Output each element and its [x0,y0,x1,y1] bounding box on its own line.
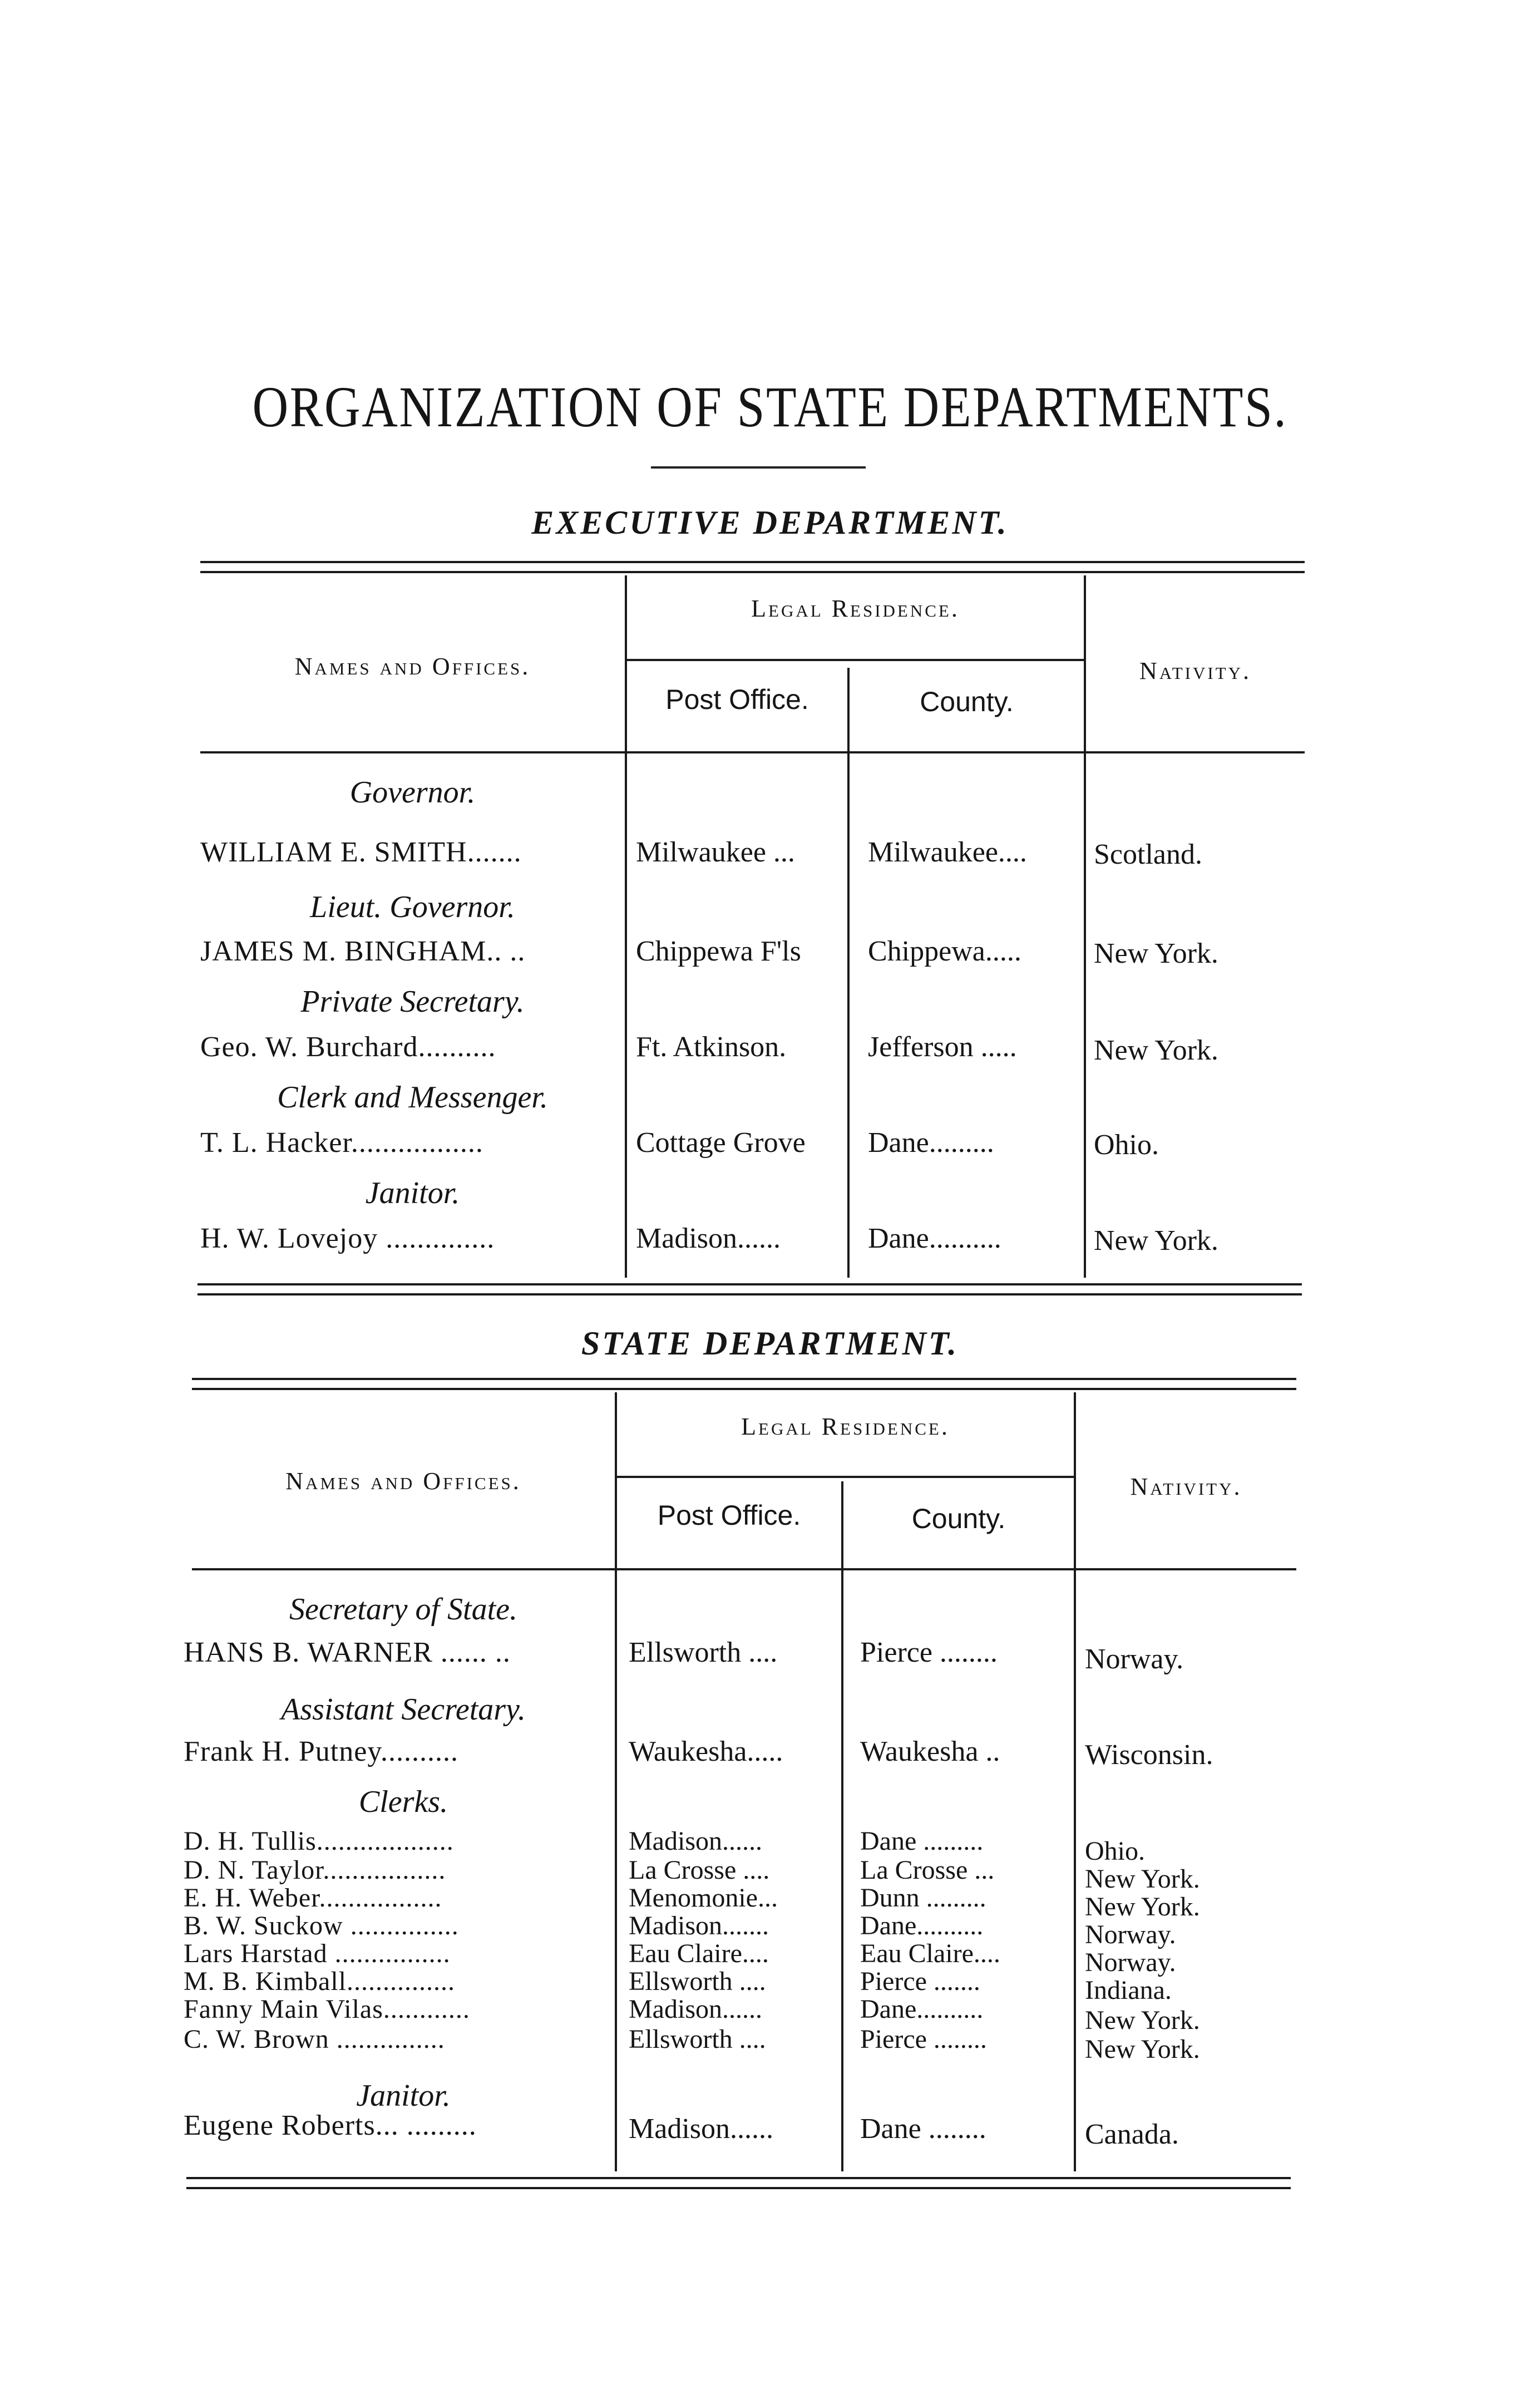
exec-bottom-rule-2 [198,1293,1302,1295]
exec-name: T. L. Hacker................. [200,1127,483,1159]
exec-name: JAMES M. BINGHAM.. .. [200,935,526,967]
exec-nativity: Scotland. [1094,839,1202,870]
clerk-county: Eau Claire.... [860,1940,1000,1968]
clerk-nativity: Norway. [1085,1921,1176,1949]
clerk-nativity: Indiana. [1085,1977,1172,2004]
executive-department-title: EXECUTIVE DEPARTMENT. [531,504,1009,541]
clerk-nativity: New York. [1085,1865,1200,1893]
page-title: ORGANIZATION OF STATE DEPARTMENTS. [252,375,1288,439]
clerk-post-office: Menomonie... [629,1884,778,1912]
clerk-post-office: Ellsworth .... [629,2026,766,2053]
exec-names-offices-header: Names and Offices. [294,653,531,680]
clerk-name: Fanny Main Vilas............ [184,1996,470,2023]
state-nativity-header: Nativity. [1130,1473,1242,1500]
office-assistant-secretary: Assistant Secretary. [281,1692,526,1727]
clerk-post-office: La Crosse .... [629,1856,770,1884]
exec-nativity: New York. [1094,938,1218,969]
state-county: Pierce ........ [860,1637,998,1668]
state-nativity: Canada. [1085,2119,1179,2150]
clerk-post-office: Madison...... [629,1996,762,2023]
exec-post-office: Madison...... [636,1223,781,1254]
office-clerks: Clerks. [358,1785,448,1819]
exec-name: H. W. Lovejoy .............. [200,1223,495,1254]
state-col-divider-3 [1074,1392,1076,2171]
exec-legal-residence-rule [627,659,1084,661]
state-legal-residence-rule [617,1476,1074,1478]
clerk-county: Pierce ........ [860,2026,987,2053]
clerk-name: B. W. Suckow ............... [184,1912,459,1940]
clerk-nativity: New York. [1085,2036,1200,2063]
state-county-header: County. [911,1503,1006,1534]
state-post-office-header: Post Office. [657,1500,801,1531]
state-county: Dane ........ [860,2113,986,2145]
clerk-nativity: New York. [1085,2007,1200,2034]
exec-bottom-rule-1 [198,1283,1302,1285]
exec-header-rule [200,751,1305,753]
clerk-county: Dane.......... [860,1996,984,2023]
state-col-divider-2 [841,1481,843,2171]
office-private-secretary: Private Secretary. [300,984,525,1019]
exec-post-office: Milwaukee ... [636,836,795,868]
exec-post-office-header: Post Office. [665,684,809,715]
clerk-name: D. H. Tullis................... [184,1827,454,1855]
state-nativity: Wisconsin. [1085,1739,1213,1771]
state-bottom-rule-1 [186,2177,1291,2179]
office-janitor: Janitor. [365,1176,460,1210]
office-clerk-and-messenger: Clerk and Messenger. [277,1080,548,1115]
exec-nativity: New York. [1094,1034,1218,1066]
state-name: HANS B. WARNER ...... .. [184,1637,511,1668]
clerk-name: C. W. Brown ............... [184,2026,445,2053]
clerk-nativity: New York. [1085,1893,1200,1921]
office-lieut-governor: Lieut. Governor. [310,890,515,924]
exec-nativity-header: Nativity. [1139,657,1252,684]
state-names-offices-header: Names and Offices. [285,1467,521,1495]
clerk-county: Dane ......... [860,1827,984,1855]
exec-nativity: Ohio. [1094,1129,1159,1161]
clerk-name: E. H. Weber................. [184,1884,442,1912]
state-name: Frank H. Putney.......... [184,1736,458,1767]
exec-post-office: Ft. Atkinson. [636,1031,787,1063]
state-department-title: STATE DEPARTMENT. [581,1325,959,1362]
exec-nativity: New York. [1094,1225,1218,1257]
clerk-name: M. B. Kimball............... [184,1968,456,1996]
clerk-name: D. N. Taylor................. [184,1856,446,1884]
exec-name: Geo. W. Burchard.......... [200,1031,496,1063]
clerk-county: Dunn ......... [860,1884,986,1912]
state-post-office: Waukesha..... [629,1736,783,1767]
exec-county: Chippewa..... [868,935,1021,967]
state-name: Eugene Roberts... ......... [184,2110,477,2141]
exec-col-divider-1 [625,575,627,1278]
office-secretary-of-state: Secretary of State. [289,1592,518,1627]
exec-county: Jefferson ..... [868,1031,1017,1063]
clerk-nativity: Ohio. [1085,1838,1145,1865]
exec-legal-residence-header: Legal Residence. [751,595,960,622]
title-rule [651,466,866,469]
exec-county: Dane......... [868,1127,994,1159]
state-nativity: Norway. [1085,1643,1184,1675]
exec-county-header: County. [920,686,1014,717]
exec-top-rule-2 [200,571,1305,573]
exec-post-office: Chippewa F'ls [636,935,801,967]
state-post-office: Ellsworth .... [629,1637,778,1668]
office-janitor: Janitor. [356,2078,451,2113]
clerk-nativity: Norway. [1085,1949,1176,1977]
state-legal-residence-header: Legal Residence. [741,1413,950,1440]
office-governor: Governor. [349,775,476,810]
exec-county: Dane.......... [868,1223,1001,1254]
clerk-post-office: Eau Claire.... [629,1940,769,1968]
exec-post-office: Cottage Grove [636,1127,806,1159]
state-bottom-rule-2 [186,2187,1291,2189]
exec-name: WILLIAM E. SMITH....... [200,836,522,868]
clerk-post-office: Ellsworth .... [629,1968,766,1996]
exec-top-rule-1 [200,561,1305,563]
clerk-county: Dane.......... [860,1912,984,1940]
state-county: Waukesha .. [860,1736,1000,1767]
clerk-county: La Crosse ... [860,1856,995,1884]
clerk-name: Lars Harstad ................ [184,1940,451,1968]
state-top-rule-1 [192,1378,1296,1380]
state-top-rule-2 [192,1388,1296,1390]
clerk-post-office: Madison...... [629,1827,762,1855]
exec-col-divider-2 [847,668,850,1278]
clerk-county: Pierce ....... [860,1968,980,1996]
state-header-rule [192,1568,1296,1570]
clerk-post-office: Madison....... [629,1912,769,1940]
exec-county: Milwaukee.... [868,836,1027,868]
state-post-office: Madison...... [629,2113,773,2145]
